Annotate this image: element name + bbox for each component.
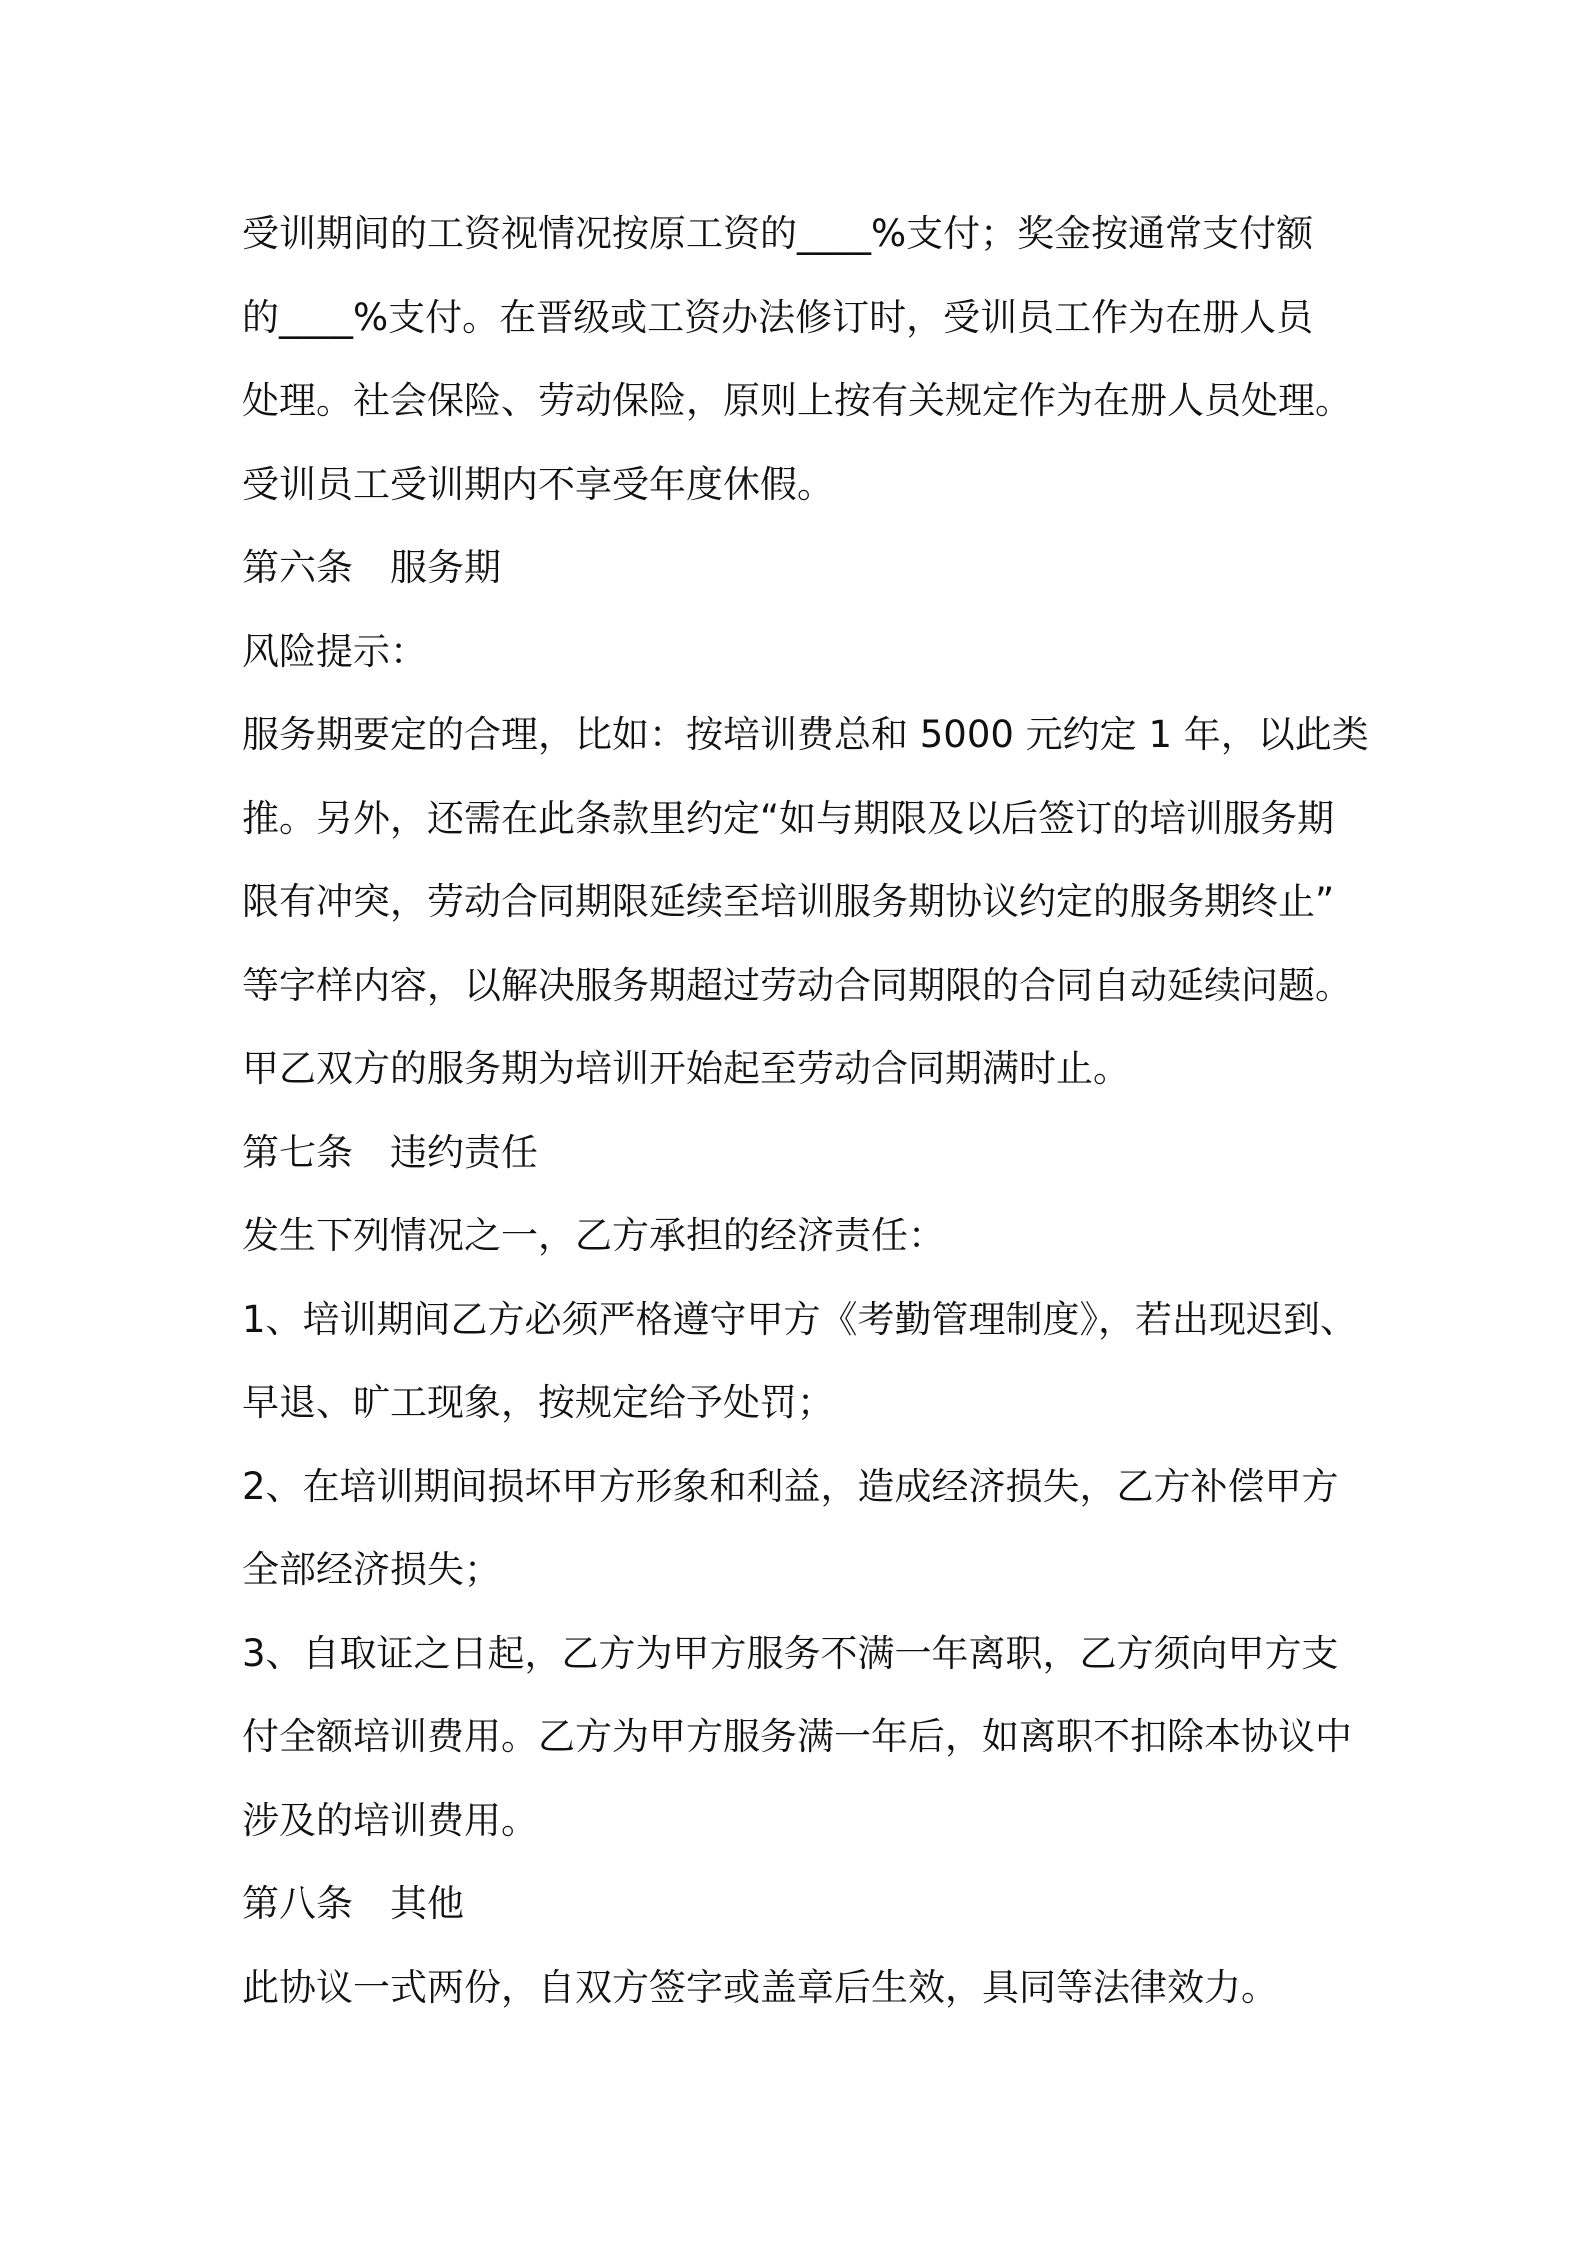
paragraph-line: 受训期间的工资视情况按原工资的____%支付；奖金按通常支付额	[242, 212, 1314, 255]
list-item: 3、自取证之日起，乙方为甲方服务不满一年离职，乙方须向甲方支	[242, 1631, 1339, 1675]
paragraph-line: 服务期要定的合理，比如：按培训费总和 5000 元约定 1 年，以此类	[242, 713, 1369, 756]
paragraph-line: 处理。社会保险、劳动保险，原则上按有关规定作为在册人员处理。	[242, 379, 1352, 422]
list-item: 2、在培训期间损坏甲方形象和利益，造成经济损失，乙方补偿甲方	[242, 1464, 1339, 1508]
paragraph-line: 受训员工受训期内不享受年度休假。	[242, 462, 834, 506]
list-item-continuation: 涉及的培训费用。	[242, 1798, 538, 1842]
paragraph-line: 此协议一式两份，自双方签字或盖章后生效，具同等法律效力。	[242, 1965, 1278, 2009]
list-item: 1、培训期间乙方必须严格遵守甲方《考勤管理制度》，若出现迟到、	[242, 1297, 1358, 1341]
section-heading: 第七条 违约责任	[242, 1130, 538, 1174]
list-item-continuation: 早退、旷工现象，按规定给予处罚；	[242, 1381, 834, 1424]
document-body	[242, 192, 1369, 2029]
paragraph-line: 限有冲突，劳动合同期限延续至培训服务期协议约定的服务期终止”	[242, 880, 1335, 923]
list-item-continuation: 全部经济损失；	[242, 1548, 501, 1591]
paragraph-line: 发生下列情况之一，乙方承担的经济责任：	[242, 1214, 945, 1257]
section-heading: 第八条 其他	[242, 1882, 464, 1925]
risk-tip-label: 风险提示：	[242, 629, 427, 673]
section-heading: 第六条 服务期	[242, 546, 501, 589]
paragraph-line: 等字样内容，以解决服务期超过劳动合同期限的合同自动延续问题。	[242, 963, 1352, 1007]
paragraph-line: 甲乙双方的服务期为培训开始起至劳动合同期满时止。	[242, 1047, 1130, 1090]
list-item-continuation: 付全额培训费用。乙方为甲方服务满一年后，如离职不扣除本协议中	[242, 1715, 1352, 1758]
paragraph-line: 推。另外，还需在此条款里约定“如与期限及以后签订的培训服务期	[242, 796, 1335, 840]
paragraph-line: 的____%支付。在晋级或工资办法修订时，受训员工作为在册人员	[242, 295, 1314, 339]
